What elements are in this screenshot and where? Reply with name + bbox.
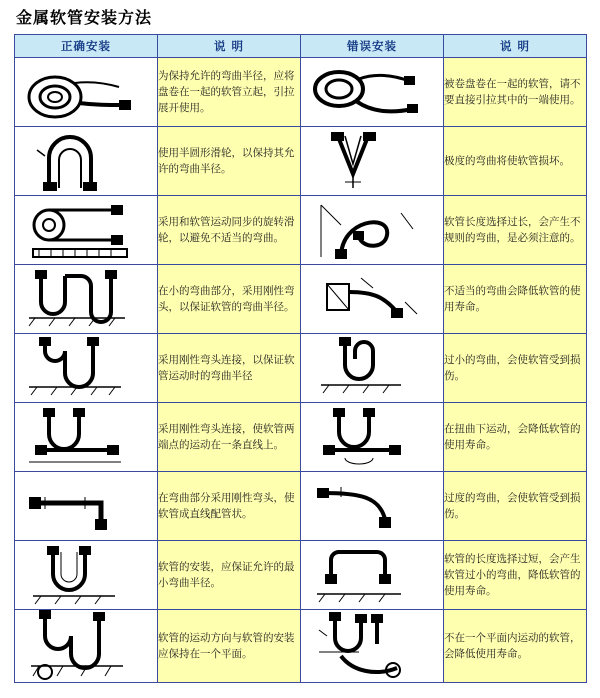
figure-correct-rigid-elbow-at-small-bend xyxy=(15,265,158,334)
out-of-plane-motion-icon xyxy=(301,610,443,682)
improper-bend-icon xyxy=(301,268,443,330)
figure-correct-hose-with-synchronized-rotating-pulley xyxy=(15,196,158,265)
figure-wrong-hose-too-long-square-loop xyxy=(301,541,444,610)
table-row xyxy=(15,196,587,265)
note-wrong: 过度的弯曲，会使软管受到损伤。 xyxy=(444,472,587,541)
note-wrong: 极度的弯曲将使软管损坏。 xyxy=(444,127,587,196)
u-loop-elbow-icon xyxy=(15,337,157,399)
figure-correct-hose-over-semicircular-sheave xyxy=(15,127,158,196)
note-wrong: 在扭曲下运动，会降低软管的使用寿命。 xyxy=(444,403,587,472)
table-row xyxy=(15,127,587,196)
straight-line-ends-icon xyxy=(15,406,157,468)
straight-piping-icon xyxy=(15,477,157,535)
note-wrong: 软管长度选择过长，会产生不规则的弯曲，是必须注意的。 xyxy=(444,196,587,265)
min-bend-radius-icon xyxy=(15,544,157,606)
coiled-hose-pulled-icon xyxy=(301,61,443,123)
table-row xyxy=(15,403,587,472)
figure-wrong-too-small-bend-radius-loop xyxy=(301,334,444,403)
sharp-v-bend-icon xyxy=(301,130,443,192)
note-correct: 在小的弯曲部分，采用刚性弯头，以保证软管的弯曲半径。 xyxy=(158,265,301,334)
note-correct: 采用刚性弯头连接，以保证软管运动时的弯曲半径 xyxy=(158,334,301,403)
figure-wrong-coiled-hose-pulled-from-middle xyxy=(301,58,444,127)
figure-correct-coiled-hose-standing-upright xyxy=(15,58,158,127)
note-correct: 采用和软管运动同步的旋转滑轮，以避免不适当的弯曲。 xyxy=(158,196,301,265)
twisting-hose-icon xyxy=(301,406,443,468)
table-row xyxy=(15,265,587,334)
table-header xyxy=(15,35,587,58)
irregular-bend-icon xyxy=(301,199,443,261)
table-row xyxy=(15,58,587,127)
same-plane-motion-icon xyxy=(15,610,157,682)
figure-wrong-hose-too-long-irregular-bend xyxy=(301,196,444,265)
note-wrong: 不在一个平面内运动的软管，会降低使用寿命。 xyxy=(444,610,587,683)
note-correct: 软管的安装，应保证允许的最小弯曲半径。 xyxy=(158,541,301,610)
table-body xyxy=(15,58,587,683)
table-row xyxy=(15,541,587,610)
table-row xyxy=(15,610,587,683)
figure-correct-rigid-elbow-straight-piping xyxy=(15,472,158,541)
figure-wrong-hose-motion-out-of-plane xyxy=(301,610,444,683)
figure-correct-minimum-allowable-bend-radius-u-shape xyxy=(15,541,158,610)
square-loop-icon xyxy=(301,544,443,606)
figure-wrong-hose-twisting-motion xyxy=(301,403,444,472)
figure-wrong-improper-small-radius-bend xyxy=(301,265,444,334)
note-correct: 采用刚性弯头连接，使软管两端点的运动在一条直线上。 xyxy=(158,403,301,472)
figure-wrong-excessive-bend-at-fitting xyxy=(301,472,444,541)
note-correct: 在弯曲部分采用刚性弯头，使软管成直线配管状。 xyxy=(158,472,301,541)
semicircular-sheave-icon xyxy=(15,130,157,192)
figure-correct-rigid-elbow-connection-u-loop xyxy=(15,334,158,403)
excessive-bend-icon xyxy=(301,477,443,535)
installation-methods-table xyxy=(14,34,587,683)
note-wrong: 过小的弯曲，会使软管受到损伤。 xyxy=(444,334,587,403)
note-correct: 使用半圆形滑轮，以保持其允许的弯曲半径。 xyxy=(158,127,301,196)
table-row xyxy=(15,472,587,541)
page-title: 金属软管安装方法 xyxy=(16,8,153,27)
note-wrong: 软管的长度选择过短，会产生软管过小的弯曲，降低软管的使用寿命。 xyxy=(444,541,587,610)
note-correct: 软管的运动方向与软管的安装应保持在一个平面。 xyxy=(158,610,301,683)
figure-wrong-hose-sharp-v-bend xyxy=(301,127,444,196)
coiled-hose-icon xyxy=(15,61,157,123)
note-correct: 为保持允许的弯曲半径，应将盘卷在一起的软管立起，引拉展开使用。 xyxy=(158,58,301,127)
column-header-wrong-install: 错误安装 xyxy=(301,35,444,58)
column-header-correct-install: 正确安装 xyxy=(15,35,158,58)
rigid-elbow-icon xyxy=(15,268,157,330)
rotating-pulley-icon xyxy=(15,199,157,261)
figure-correct-rigid-elbow-ends-in-straight-line xyxy=(15,403,158,472)
table-header-row xyxy=(15,35,587,58)
small-radius-loop-icon xyxy=(301,337,443,399)
column-header-wrong-note: 说 明 xyxy=(444,35,587,58)
column-header-correct-note: 说 明 xyxy=(158,35,301,58)
note-wrong: 不适当的弯曲会降低软管的使用寿命。 xyxy=(444,265,587,334)
note-wrong: 被卷盘卷在一起的软管，请不要直接引拉其中的一端使用。 xyxy=(444,58,587,127)
figure-correct-hose-motion-in-same-plane xyxy=(15,610,158,683)
table-row xyxy=(15,334,587,403)
